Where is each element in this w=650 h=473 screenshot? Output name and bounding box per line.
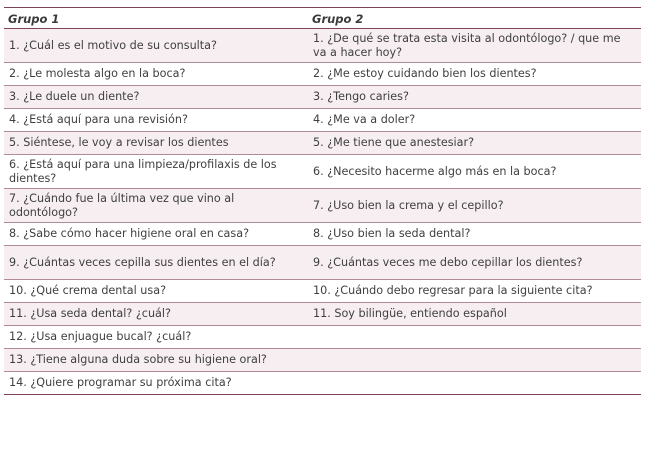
group-2-question [308,349,641,372]
group-1-question: 14. ¿Quiere programar su próxima cita? [4,372,308,395]
group-2-question: 3. ¿Tengo caries? [308,86,641,109]
group-2-question: 11. Soy bilingüe, entiendo español [308,303,641,326]
group-1-question: 7. ¿Cuándo fue la última vez que vino al odontólogo? [4,189,308,223]
group-1-question: 1. ¿Cuál es el motivo de su consulta? [4,29,308,63]
group-2-question: 6. ¿Necesito hacerme algo más en la boca? [308,155,641,189]
group-1-question: 6. ¿Está aquí para una limpieza/profilaxis de los dientes? [4,155,308,189]
table-row [4,109,641,132]
table-row [4,155,641,189]
group-2-question [308,326,641,349]
group-2-question: 9. ¿Cuántas veces me debo cepillar los dientes? [308,246,641,280]
group-1-question: 11. ¿Usa seda dental? ¿cuál? [4,303,308,326]
table-row [4,246,641,280]
table-row [4,326,641,349]
group-1-question: 10. ¿Qué crema dental usa? [4,280,308,303]
table-row [4,189,641,223]
group-1-question: 4. ¿Está aquí para una revisión? [4,109,308,132]
group-1-question: 5. Siéntese, le voy a revisar los dientes [4,132,308,155]
group-2-question: 1. ¿De qué se trata esta visita al odontólogo? / que me va a hacer hoy? [308,29,641,63]
group-1-question: 12. ¿Usa enjuague bucal? ¿cuál? [4,326,308,349]
group-2-question [308,372,641,395]
questions-table [4,7,641,395]
questions-table-container [4,7,641,395]
group-2-question: 10. ¿Cuándo debo regresar para la siguiente cita? [308,280,641,303]
table-row [4,86,641,109]
group-1-question: 8. ¿Sabe cómo hacer higiene oral en casa? [4,223,308,246]
table-row [4,349,641,372]
table-row [4,63,641,86]
group-1-question: 3. ¿Le duele un diente? [4,86,308,109]
group-2-question: 4. ¿Me va a doler? [308,109,641,132]
table-row [4,372,641,395]
table-row [4,132,641,155]
table-row [4,29,641,63]
table-body [4,29,641,395]
group-1-question: 13. ¿Tiene alguna duda sobre su higiene oral? [4,349,308,372]
group-1-question: 2. ¿Le molesta algo en la boca? [4,63,308,86]
group-2-header: Grupo 2 [308,8,641,29]
table-row [4,303,641,326]
table-row [4,280,641,303]
table-row [4,223,641,246]
header-row [4,8,641,29]
table-header [4,8,641,29]
group-2-question: 8. ¿Uso bien la seda dental? [308,223,641,246]
group-2-question: 2. ¿Me estoy cuidando bien los dientes? [308,63,641,86]
group-2-question: 7. ¿Uso bien la crema y el cepillo? [308,189,641,223]
group-2-question: 5. ¿Me tiene que anestesiar? [308,132,641,155]
group-1-header: Grupo 1 [4,8,308,29]
group-1-question: 9. ¿Cuántas veces cepilla sus dientes en el día? [4,246,308,280]
